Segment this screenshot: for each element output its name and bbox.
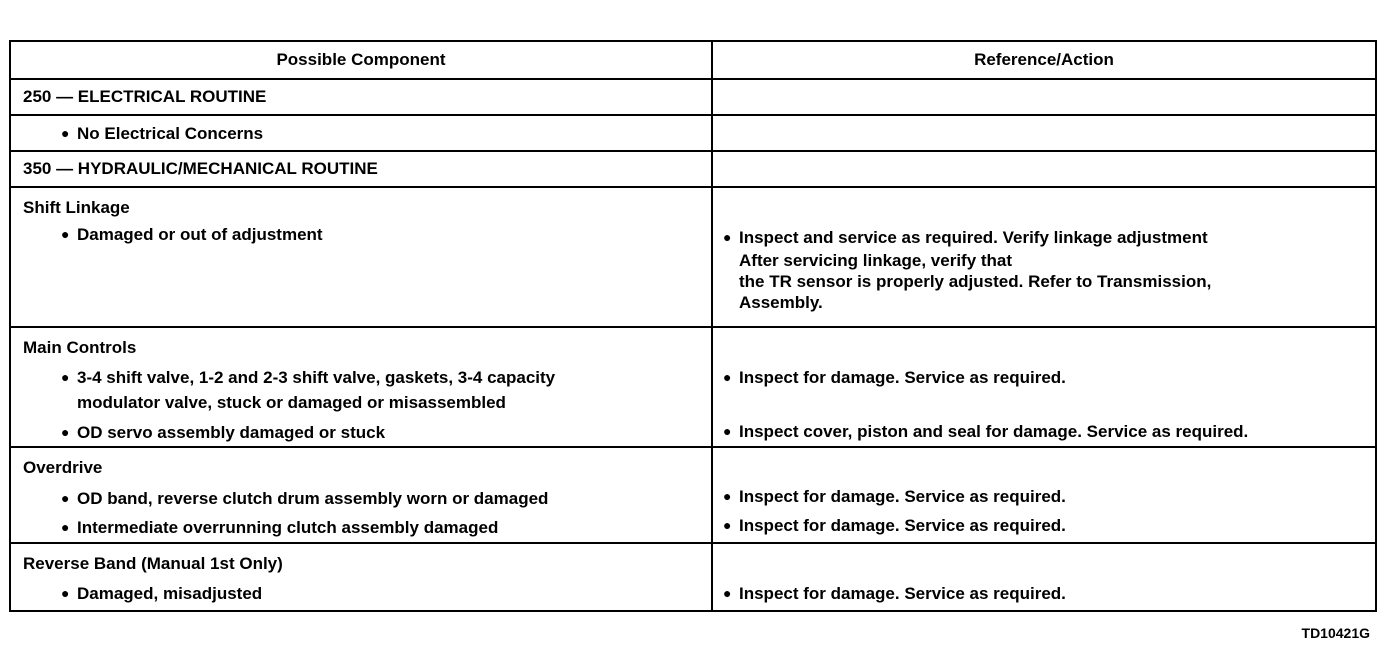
reference-item — [713, 513, 1375, 538]
shift-linkage-ref-line2: After servicing linkage, verify that — [739, 251, 1013, 270]
bullet-icon: ● — [723, 423, 732, 439]
list-item — [11, 420, 711, 445]
shift-linkage-item: Damaged or out of adjustment — [77, 225, 323, 244]
reference-item — [713, 365, 1375, 390]
overdrive-ref1: Inspect for damage. Service as required. — [739, 487, 1066, 506]
reference-item — [713, 581, 1375, 606]
main-controls-ref1: Inspect for damage. Service as required. — [739, 368, 1066, 387]
group-title-overdrive: Overdrive — [23, 458, 103, 477]
table-row — [10, 115, 1376, 151]
bullet-icon: ● — [723, 229, 732, 245]
reverse-band-ref: Inspect for damage. Service as required. — [739, 584, 1066, 603]
group-title-shift-linkage: Shift Linkage — [23, 198, 130, 217]
table-row-shift-linkage — [10, 187, 1376, 327]
section-row-electrical — [10, 79, 1376, 115]
group-title-main-controls: Main Controls — [23, 338, 137, 357]
shift-linkage-ref-line1: Inspect and service as required. Verify linkage adjustment — [739, 228, 1208, 247]
list-item — [11, 365, 711, 415]
bullet-icon: ● — [723, 585, 732, 601]
reference-item — [713, 225, 1375, 313]
table-row-overdrive — [10, 447, 1376, 543]
electrical-item-text: No Electrical Concerns — [77, 123, 264, 143]
header-possible-component: Possible Component — [10, 41, 712, 79]
reference-item — [713, 484, 1375, 509]
bullet-icon: ● — [61, 519, 70, 535]
diagnostic-table — [9, 40, 1377, 612]
table-row-reverse-band — [10, 543, 1376, 611]
bullet-icon: ● — [61, 369, 70, 385]
list-item — [11, 121, 711, 146]
overdrive-item2: Intermediate overrunning clutch assembly damaged — [77, 518, 499, 537]
main-controls-item1-line1: 3-4 shift valve, 1-2 and 2-3 shift valve, gaskets, 3-4 capacity — [77, 368, 556, 387]
section-title-hydraulic: 350 — HYDRAULIC/MECHANICAL ROUTINE — [10, 151, 712, 187]
empty-cell — [712, 151, 1376, 187]
list-item — [11, 486, 711, 511]
header-row — [10, 41, 1376, 79]
list-item — [11, 222, 711, 247]
main-controls-ref2: Inspect cover, piston and seal for damage. Service as required. — [739, 422, 1249, 441]
list-item — [11, 515, 711, 540]
overdrive-ref2: Inspect for damage. Service as required. — [739, 516, 1066, 535]
shift-linkage-ref-line4: Assembly. — [739, 293, 823, 312]
bullet-icon: ● — [723, 517, 732, 533]
bullet-icon: ● — [61, 490, 70, 506]
header-reference-action: Reference/Action — [712, 41, 1376, 79]
bullet-icon: ● — [723, 488, 732, 504]
reverse-band-item: Damaged, misadjusted — [77, 584, 263, 603]
bullet-icon: ● — [723, 369, 732, 385]
group-title-reverse-band: Reverse Band (Manual 1st Only) — [23, 554, 283, 573]
bullet-icon: ● — [61, 585, 70, 601]
empty-cell — [712, 79, 1376, 115]
empty-cell — [712, 115, 1376, 151]
bullet-icon: ● — [61, 424, 70, 440]
shift-linkage-ref-line3: the TR sensor is properly adjusted. Refer to Transmission, — [739, 272, 1212, 291]
bullet-icon: ● — [61, 124, 70, 141]
section-row-hydraulic — [10, 151, 1376, 187]
main-controls-item2: OD servo assembly damaged or stuck — [77, 423, 386, 442]
overdrive-item1: OD band, reverse clutch drum assembly worn or damaged — [77, 489, 549, 508]
list-item — [11, 581, 711, 606]
reference-item — [713, 419, 1375, 444]
section-title-electrical: 250 — ELECTRICAL ROUTINE — [10, 79, 712, 115]
figure-id: TD10421G — [1301, 625, 1370, 641]
bullet-icon: ● — [61, 226, 70, 242]
main-controls-item1-line2: modulator valve, stuck or damaged or misassembled — [77, 393, 506, 412]
table-row-main-controls — [10, 327, 1376, 447]
